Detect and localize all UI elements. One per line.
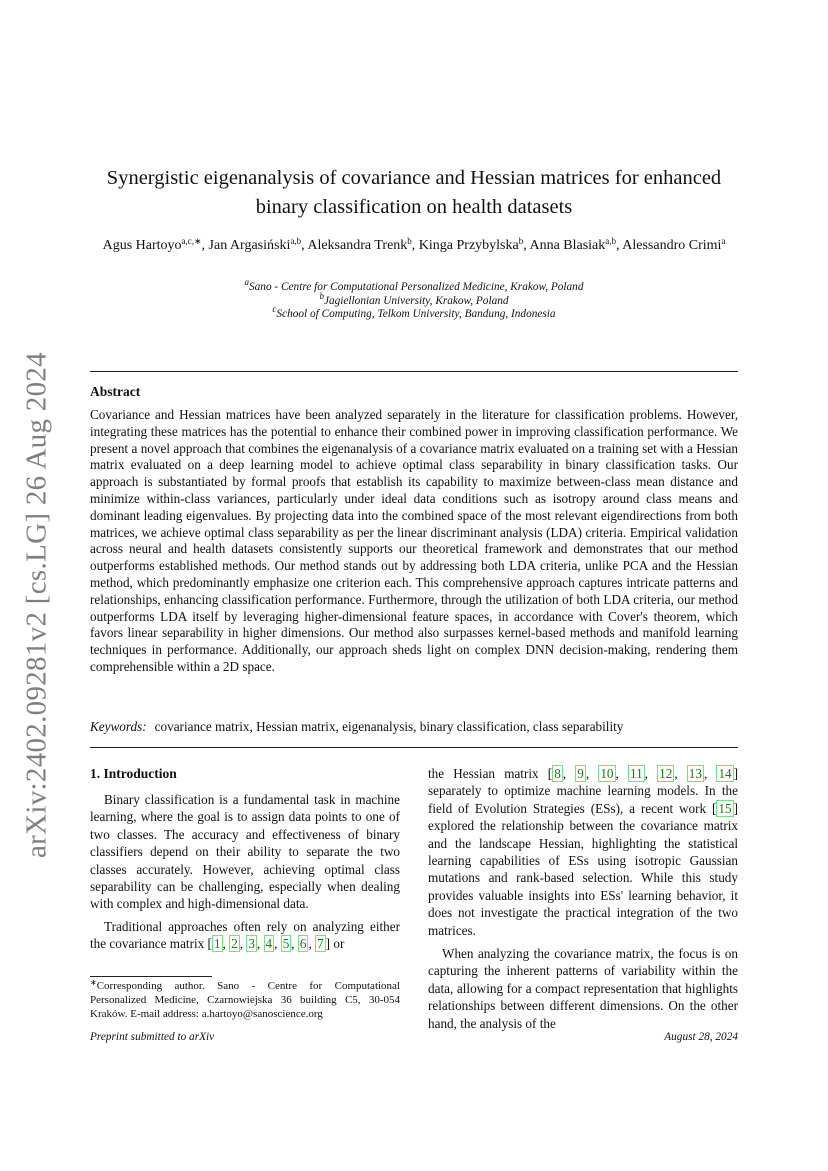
footer-preprint-note: Preprint submitted to arXiv (90, 1031, 215, 1043)
abstract-bottom-rule (90, 747, 738, 748)
author-name: Agus Hartoyo (102, 238, 182, 253)
intro-paragraph-1: Binary classification is a fundamental task in machine learning, where the goal is to assign data points to one of two classes. The accuracy and effectiveness of binary classifiers depend on their ability to separate the two classes accurately. However, achieving optimal class separability can be challenging, especially when dealing with complex and high-dimensional data. (90, 792, 400, 912)
intro-paragraph-4: When analyzing the covariance matrix, the focus is on capturing the inherent patterns of variability within the data, allowing for a compact representation that highlights relationships between different dimensions. On the other hand, the analysis of the (428, 946, 738, 1031)
author-affiliation-mark: a,c,∗ (181, 236, 202, 246)
affiliation (90, 290, 738, 309)
author-name: Aleksandra Trenk (307, 238, 408, 253)
citation-link[interactable]: 10 (600, 766, 614, 781)
intro-paragraph-3: the Hessian matrix [ 8 , 9 , 10 , 11 , 12 , 13 , 14 ] separately to optimize machine learning models. In the field of Evolution Strategies (ESs), a recent work [ 15 ] explored the relationship between the covariance matrix and the landscape Hessian, highlighting the statistical learning capabilities of ESs using isotropic Gaussian mutations and rank-based selection. While this study provides valuable insights into ESs' learning behavior, it does not investigate the practical integration of the two matrices. (428, 766, 739, 938)
corresponding-author-footnote: ∗Corresponding author. Sano - Centre for Computational Personalized Medicine, Czarnowiejska 36 building C5, 30-054 Kraków. E-mail address: a.hartoyo@sanoscience.org (90, 978, 400, 1020)
intro-paragraph-2: Traditional approaches often rely on analyzing either the covariance matrix [ 1 , 2 , 3 , 4 , 5 , 6 , 7 ] or (90, 918, 400, 952)
affiliation-mark: b (319, 290, 324, 301)
affiliation-text: Jagiellonian University, Krakow, Poland (323, 294, 509, 307)
abstract-top-rule (90, 371, 738, 372)
citation-link[interactable]: 9 (577, 766, 584, 781)
author-name: Anna Blasiak (529, 238, 606, 253)
citation-link[interactable]: 5 (282, 936, 290, 952)
author-affiliation-mark: b (407, 236, 412, 246)
citation-link[interactable]: 3 (248, 936, 255, 952)
abstract-text: Covariance and Hessian matrices have been analyzed separately in the literature for classification problems. However, integrating these matrices has the potential to enhance their combined power in improving classification performance. We present a novel approach that combines the eigenanalysis of a covariance matrix evaluated on a training set with a Hessian matrix evaluated on a deep learning model to achieve optimal class separability in binary classification tasks. Our approach is substantiated by formal proofs that establish its capability to maximize between-class mean distance and minimize within-class variances, particularly under ideal data conditions such as isotropy around class means and dominant leading eigenvalues. By projecting data into the combined space of the most relevant eigendirections from both matrices, we achieve optimal class separability as per the linear discriminant analysis (LDA) criteria. Empirical validation across neural and health datasets consistently supports our theoretical framework and demonstrates that our method outperforms established methods. Our method stands out by addressing both LDA criteria, unlike PCA and the Hessian method, which predominantly emphasize one criterion each. This comprehensive approach captures intricate patterns and relationships, enhancing classification performance. Furthermore, through the utilization of both LDA criteria, our method outperforms LDA itself by leveraging higher-dimensional feature spaces, in accordance with Cover's theorem, which favors linear separability in higher dimensions. Our method also surpasses kernel-based methods and manifold learning techniques in performance. Additionally, our approach sheds light on complex DNN decision-making, rendering them comprehensible within a 2D space. (90, 407, 738, 674)
affiliation (90, 304, 738, 322)
affiliation (90, 277, 738, 295)
affiliation-text: School of Computing, Telkom University, Bandung, Indonesia (276, 308, 556, 320)
keywords-line (90, 718, 738, 735)
citation-link[interactable]: 11 (629, 766, 643, 781)
citation-group: [ 1 , 2 , 3 , 4 , 5 , 6 , 7 ] (207, 936, 331, 952)
affiliation-text: Sano - Centre for Computational Personalized Medicine, Krakow, Poland (249, 281, 584, 293)
citation-link[interactable]: 1 (213, 936, 221, 952)
citation-link[interactable]: 4 (265, 936, 273, 952)
affiliation-mark: a (244, 277, 249, 287)
keywords-label: Keywords: (90, 719, 147, 734)
author (307, 238, 411, 253)
author-name: Alessandro Crimi (622, 238, 722, 253)
citation-link[interactable]: 15 (718, 800, 732, 816)
left-column (90, 765, 400, 958)
author (103, 238, 202, 253)
citation-group: [ 8 , 9 , 10 , 11 , 12 , 13 , 14 ] (547, 766, 739, 781)
affiliation-list (90, 277, 738, 322)
author-affiliation-mark: a,b (290, 236, 302, 246)
author-name: Jan Argasiński (208, 238, 291, 253)
citation-link[interactable]: 13 (688, 766, 702, 781)
author (209, 238, 302, 253)
author-affiliation-mark: b (518, 236, 524, 246)
author-affiliation-mark: a (721, 236, 726, 246)
author (622, 238, 725, 253)
author-list: Agus Hartoyo$^{a,c,∗}$, Jan Argasiński$^{a,b}$, Aleksandra Trenk$^b$, Kinga Przybylska$^b$, Anna Blasiak$^{a,b}$, Alessandro Crimi$^a$ (102, 236, 726, 253)
author (419, 238, 523, 253)
author-affiliation-mark: a,b (605, 236, 617, 246)
citation-link[interactable]: 12 (659, 766, 673, 781)
citation-link[interactable]: 14 (718, 766, 732, 781)
citation-link[interactable]: 6 (299, 936, 307, 952)
citation-link[interactable]: 7 (317, 936, 324, 952)
citation-link[interactable]: 2 (231, 936, 238, 952)
footnote-rule (90, 976, 212, 977)
paper-title: Synergistic eigenanalysis of covariance and Hessian matrices for enhanced binary classification on health datasets (106, 167, 722, 218)
affiliation-mark: c (272, 304, 277, 314)
abstract-heading: Abstract (90, 384, 141, 399)
author (529, 238, 616, 253)
citation-link[interactable]: 8 (554, 766, 561, 781)
keywords-text: covariance matrix, Hessian matrix, eigenanalysis, binary classification, class separability (154, 719, 624, 734)
author-name: Kinga Przybylska (418, 238, 519, 253)
footer-date: August 28, 2024 (664, 1031, 738, 1043)
section-heading-introduction: 1. Introduction (90, 766, 177, 781)
right-column (428, 765, 738, 1037)
arxiv-identifier: arXiv:2402.09281v2 [cs.LG] 26 Aug 2024 (20, 352, 53, 858)
